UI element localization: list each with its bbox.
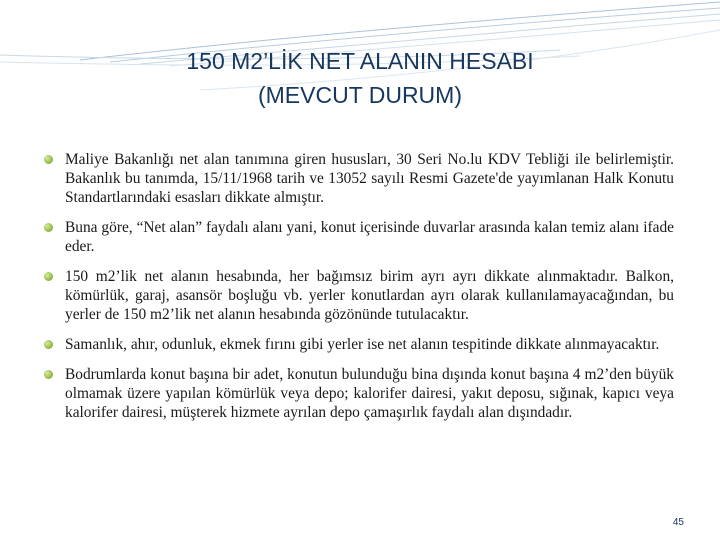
bullet-text: Maliye Bakanlığı net alan tanımına giren hususları, 30 Seri No.lu KDV Tebliği ile belirlemiştir. Bakanlık bu tanımda, 15/11/1968 tarih ve 13052 sayılı Resmi Gazete'de yayımlanan Halk Konutu Standartlarındaki esasları dikkate almıştır. (65, 151, 674, 206)
bullet-item (44, 267, 674, 324)
bullet-dot-icon (44, 223, 53, 232)
slide-title (60, 44, 660, 112)
title-line-1: 150 M2’LİK NET ALANIN HESABI (186, 48, 534, 74)
bullet-dot-icon (44, 370, 53, 379)
bullet-dot-icon (44, 272, 53, 281)
bullet-list (44, 150, 674, 433)
bullet-item (44, 335, 674, 354)
bullet-text: 150 m2’lik net alanın hesabında, her bağımsız birim ayrı ayrı dikkate alınmaktadır. Balkon, kömürlük, garaj, asansör boşluğu vb. yerler konutlardan ayrı olarak kullanılamayacağından, bu yerler de 150 m2’lik net alanın hesabında gözönünde tutulacaktır. (65, 268, 674, 323)
bullet-dot-icon (44, 155, 53, 164)
bullet-text: Buna göre, “Net alan” faydalı alanı yani, konut içerisinde duvarlar arasında kalan temiz alanı ifade eder. (65, 219, 674, 255)
page-number: 45 (672, 517, 684, 528)
bullet-item (44, 150, 674, 207)
bullet-item (44, 218, 674, 256)
bullet-text: Bodrumlarda konut başına bir adet, konutun bulunduğu bina dışında konut başına 4 m2’den büyük olmamak üzere yapılan kömürlük veya depo; kalorifer dairesi, yakıt deposu, sığınak, kapıcı veya kalorifer dairesi, müşterek hizmete ayrılan depo çamaşırlık faydalı alan dışındadır. (65, 366, 674, 421)
title-line-2: (MEVCUT DURUM) (257, 82, 462, 108)
bullet-text: Samanlık, ahır, odunluk, ekmek fırını gibi yerler ise net alanın tespitinde dikkate alınmayacaktır. (65, 336, 660, 353)
bullet-item (44, 365, 674, 422)
bullet-dot-icon (44, 340, 53, 349)
